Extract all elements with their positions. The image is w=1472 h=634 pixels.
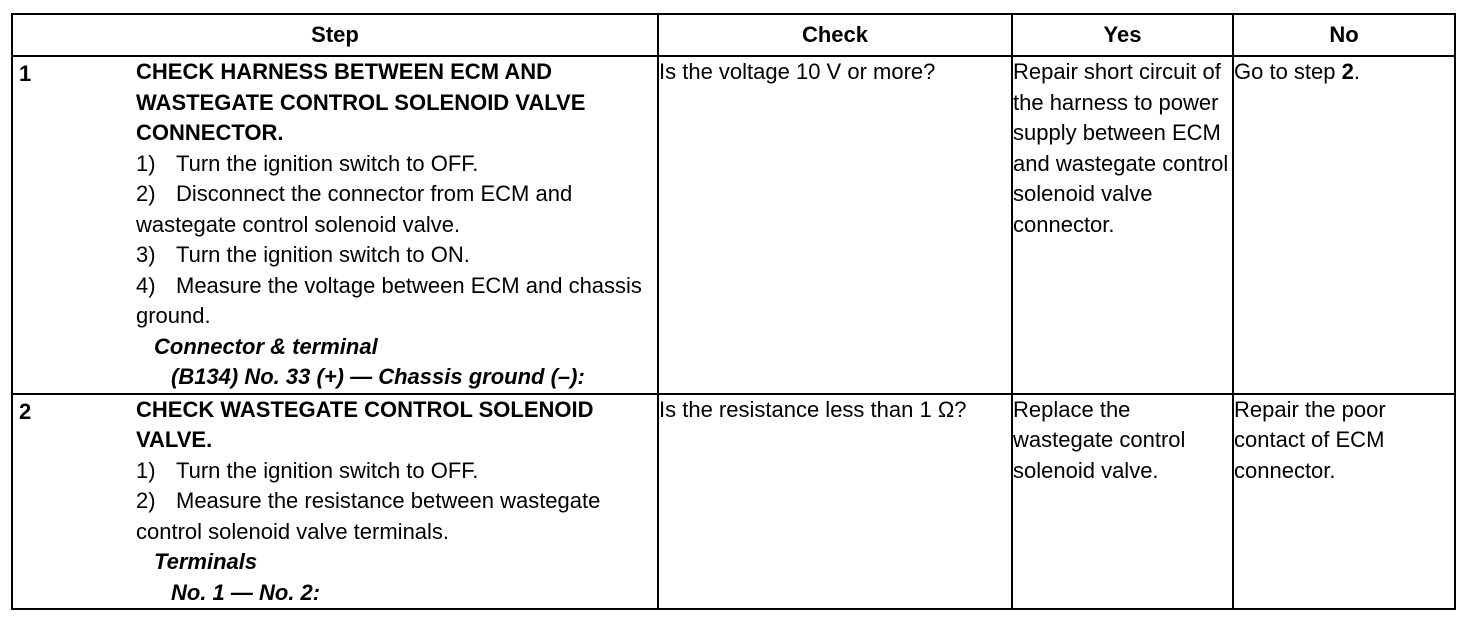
no-cell: Repair the poor contact of ECM connector. bbox=[1233, 394, 1455, 610]
spec-label: Connector & terminal bbox=[154, 333, 378, 359]
yes-cell: Repair short circuit of the harness to power supply between ECM and wastegate control solenoid valve connector. bbox=[1012, 56, 1233, 394]
no-text: Go to step bbox=[1234, 59, 1342, 84]
step-body bbox=[136, 395, 657, 609]
header-check: Check bbox=[658, 14, 1012, 56]
yes-cell: Replace the wastegate control solenoid valve. bbox=[1012, 394, 1233, 610]
step-cell bbox=[12, 394, 658, 610]
no-text-suffix: . bbox=[1353, 59, 1360, 84]
procedure-text: Disconnect the connector from ECM and wastegate control solenoid valve. bbox=[136, 181, 573, 237]
procedure-number: 2) bbox=[136, 488, 156, 513]
diagnostic-table bbox=[11, 13, 1456, 610]
procedure-item bbox=[136, 179, 657, 240]
procedure-text: Turn the ignition switch to ON. bbox=[176, 242, 470, 267]
header-yes: Yes bbox=[1012, 14, 1233, 56]
step-reference: 2 bbox=[1341, 59, 1354, 84]
procedure-text: Turn the ignition switch to OFF. bbox=[176, 150, 479, 176]
table-row bbox=[12, 394, 1455, 610]
procedure-text: Measure the resistance between wastegate control solenoid valve terminals. bbox=[136, 488, 601, 544]
table-row bbox=[12, 56, 1455, 394]
procedure-text: Turn the ignition switch to OFF. bbox=[176, 457, 479, 483]
header-no: No bbox=[1233, 14, 1455, 56]
procedure-item bbox=[136, 486, 657, 547]
step-number: 2 bbox=[19, 398, 32, 424]
no-cell bbox=[1233, 56, 1455, 394]
check-cell: Is the voltage 10 V or more? bbox=[658, 56, 1012, 394]
procedure-number: 4) bbox=[136, 272, 156, 298]
procedure-item bbox=[136, 240, 657, 271]
procedure-text: Measure the voltage between ECM and chassis ground. bbox=[136, 272, 642, 328]
step-number: 1 bbox=[19, 61, 32, 86]
step-cell bbox=[12, 56, 658, 394]
spec-label: Terminals bbox=[154, 549, 258, 574]
check-cell: Is the resistance less than 1 Ω? bbox=[658, 394, 1012, 610]
procedure-number: 3) bbox=[136, 242, 156, 267]
header-step: Step bbox=[12, 14, 658, 56]
step-body bbox=[136, 57, 657, 393]
procedure-number: 2) bbox=[136, 181, 156, 206]
spec-value: No. 1 — No. 2: bbox=[171, 579, 321, 605]
spec-value: (B134) No. 33 (+) — Chassis ground (–): bbox=[171, 364, 585, 389]
procedure-item bbox=[136, 149, 657, 180]
procedure-item bbox=[136, 456, 657, 487]
procedure-number: 1) bbox=[136, 150, 156, 176]
step-title: CHECK HARNESS BETWEEN ECM AND WASTEGATE CONTROL SOLENOID VALVE CONNECTOR. bbox=[136, 59, 586, 145]
procedure-number: 1) bbox=[136, 457, 156, 483]
procedure-item bbox=[136, 271, 657, 332]
step-title: CHECK WASTEGATE CONTROL SOLENOID VALVE. bbox=[136, 396, 594, 452]
header-row bbox=[12, 14, 1455, 56]
